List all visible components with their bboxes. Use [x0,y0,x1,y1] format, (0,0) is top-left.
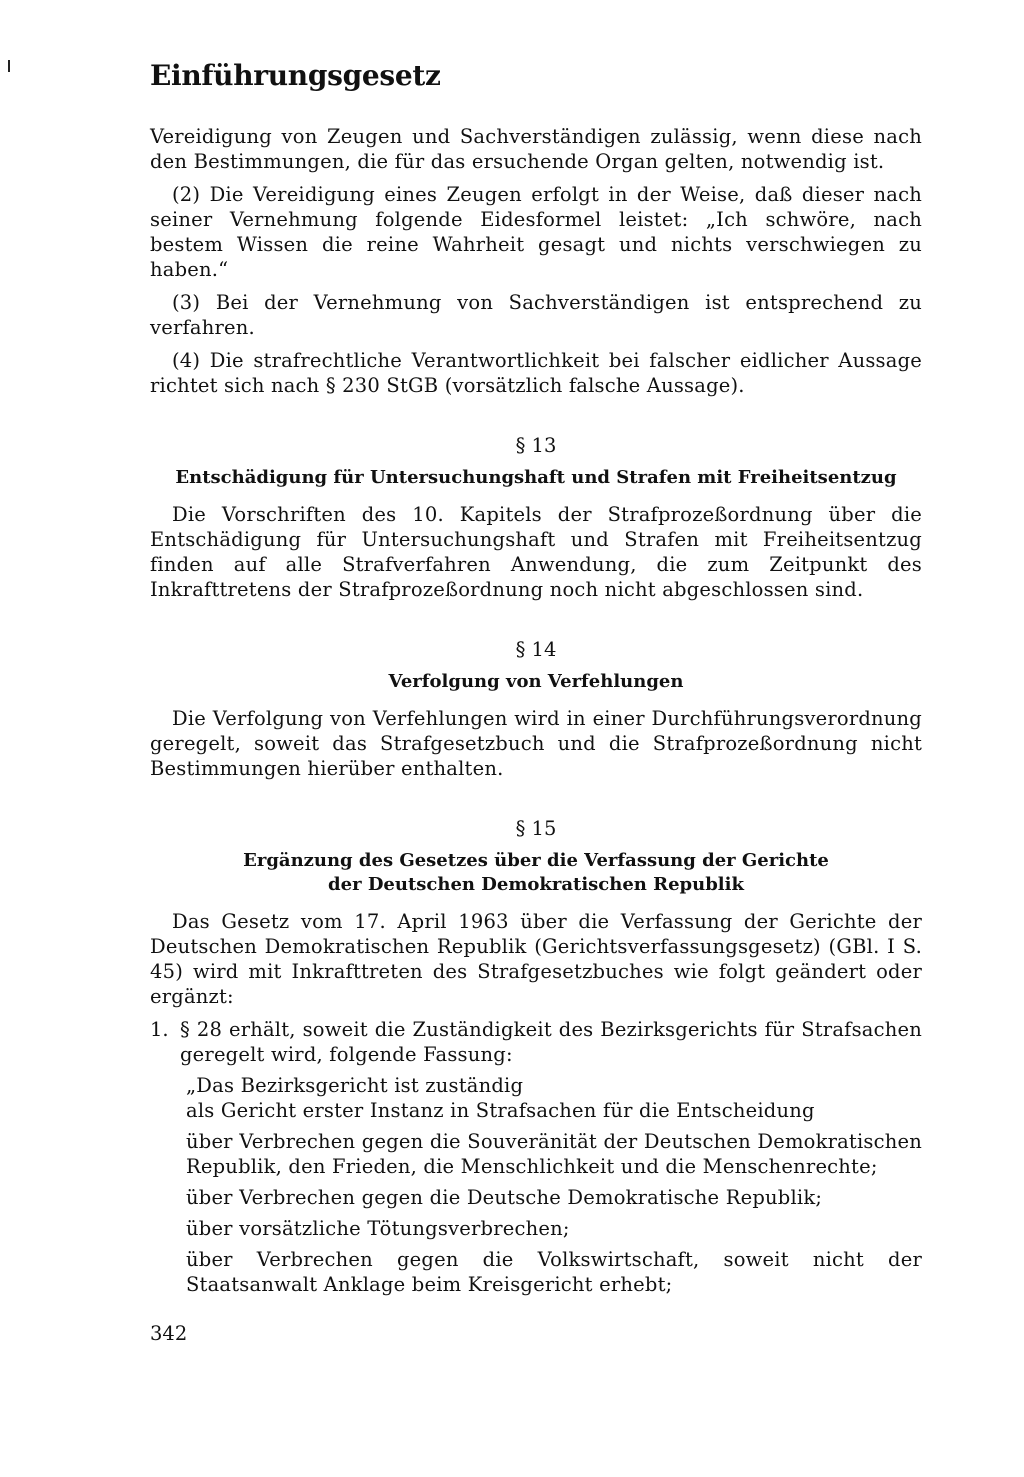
quote-line-2: als Gericht erster Instanz in Strafsachen für die Entscheidung [186,1099,815,1122]
list-item-1-body [180,1017,922,1303]
quote-line-1: „Das Bezirksgericht ist zuständig [186,1074,524,1097]
scan-mark [8,60,10,72]
quote-line-3: über Verbrechen gegen die Souveränität der Deutschen Demokratischen Republik, den Frieden, die Menschlichkeit und die Menschenrechte; [186,1130,922,1178]
list-item-1 [150,1017,922,1303]
section-14-number: § 14 [515,638,557,661]
intro-paragraph-1: Vereidigung von Zeugen und Sachverständigen zulässig, wenn diese nach den Bestimmungen, die für das ersuchende Organ gelten, notwendig ist. [150,125,922,173]
page-number: 342 [150,1322,188,1345]
quote-line-4: über Verbrechen gegen die Deutsche Demokratische Republik; [186,1186,823,1209]
section-15-title-line-1: Ergänzung des Gesetzes über die Verfassung der Gerichte [243,850,829,871]
section-15-paragraph: Das Gesetz vom 17. April 1963 über die Verfassung der Gerichte der Deutschen Demokratischen Republik (Gerichtsverfassungsgesetz) (GBl. I S. 45) wird mit Inkrafttreten des Strafgesetzbuches wie folgt geändert oder ergänzt: [150,910,922,1008]
section-14-paragraph: Die Verfolgung von Verfehlungen wird in einer Durchführungsverordnung geregelt, soweit das Strafgesetzbuch und die Strafprozeßordnung nicht Bestimmungen hierüber enthalten. [150,707,922,780]
quote-line-5: über vorsätzliche Tötungsverbrechen; [186,1217,570,1240]
section-13-title: Entschädigung für Untersuchungshaft und Strafen mit Freiheitsentzug [175,467,897,488]
list-item-1-text: § 28 erhält, soweit die Zuständigkeit des Bezirksgerichts für Strafsachen geregelt wird, folgende Fassung: [180,1018,922,1066]
intro-paragraph-4: (4) Die strafrechtliche Verantwortlichkeit bei falscher eidlicher Aussage richtet sich nach § 230 StGB (vorsätzlich falsche Aussage). [150,349,922,397]
section-13-paragraph: Die Vorschriften des 10. Kapitels der Strafprozeßordnung über die Entschädigung für Untersuchungshaft und Strafen mit Freiheitsentzug finden auf alle Strafverfahren Anwendung, die zum Zeitpunkt des Inkrafttretens der Strafprozeßordnung noch nicht abgeschlossen sind. [150,503,922,601]
document-page [150,40,922,1307]
section-13-number: § 13 [515,434,557,457]
section-15-number: § 15 [515,817,557,840]
section-15-title [150,849,922,897]
section-15-title-line-2: der Deutschen Demokratischen Republik [328,874,744,895]
quote-line-6: über Verbrechen gegen die Volkswirtschaft, soweit nicht der Staatsanwalt Anklage beim Kreisgericht erhebt; [186,1248,922,1296]
intro-paragraph-3: (3) Bei der Vernehmung von Sachverständigen ist entsprechend zu verfahren. [150,291,922,339]
section-14-title: Verfolgung von Verfehlungen [388,671,684,692]
intro-paragraph-2: (2) Die Vereidigung eines Zeugen erfolgt in der Weise, daß dieser nach seiner Vernehmung folgende Eidesformel leistet: „Ich schwöre, nach bestem Wissen die reine Wahrheit gesagt und nichts verschwiegen zu haben.“ [150,183,922,281]
list-item-1-number: 1. [150,1018,169,1041]
running-header: Einführungsgesetz [150,59,441,92]
